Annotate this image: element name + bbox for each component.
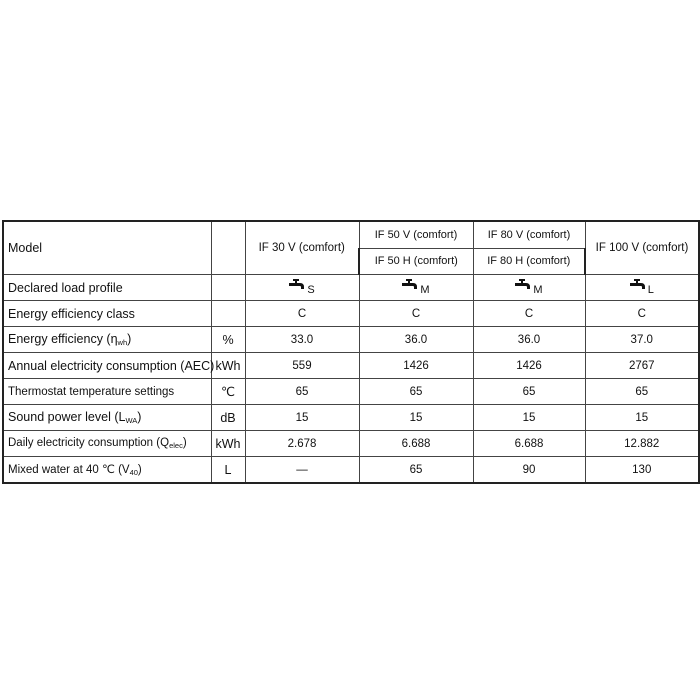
mixed-water-value: 130 — [585, 457, 699, 484]
load-profile-size: L — [647, 284, 654, 297]
load-profile-cell — [359, 275, 473, 301]
efficiency-class-value: C — [245, 301, 359, 327]
model-if50v: IF 50 V (comfort) — [359, 221, 473, 248]
aec-unit: kWh — [211, 353, 245, 379]
load-profile-cell — [473, 275, 585, 301]
mixed-water-value: 90 — [473, 457, 585, 484]
mixed-water-label: Mixed water at 40 ℃ $(V_{40})$ — [3, 457, 211, 484]
row-efficiency-class — [3, 301, 699, 327]
mixed-water-value: — — [245, 457, 359, 484]
aec-value: 1426 — [359, 353, 473, 379]
thermostat-value: 65 — [585, 379, 699, 405]
sound-power-value: 15 — [473, 405, 585, 431]
aec-value: 2767 — [585, 353, 699, 379]
model-if30v: IF 30 V (comfort) — [245, 221, 359, 275]
row-energy-efficiency — [3, 327, 699, 353]
energy-efficiency-value: 33.0 — [245, 327, 359, 353]
row-thermostat — [3, 379, 699, 405]
thermostat-label: Thermostat temperature settings — [3, 379, 211, 405]
load-profile-label: Declared load profile — [3, 275, 211, 301]
sound-power-label: Sound power level $(L_{WA})$ — [3, 405, 211, 431]
thermostat-value: 65 — [473, 379, 585, 405]
energy-efficiency-unit: % — [211, 327, 245, 353]
model-if50h: IF 50 H (comfort) — [359, 248, 473, 275]
daily-consumption-value: 12.882 — [585, 431, 699, 457]
mixed-water-value: 65 — [359, 457, 473, 484]
sound-power-value: 15 — [245, 405, 359, 431]
efficiency-class-value: C — [359, 301, 473, 327]
sound-power-value: 15 — [359, 405, 473, 431]
aec-value: 1426 — [473, 353, 585, 379]
daily-consumption-value: 2.678 — [245, 431, 359, 457]
spec-table-container — [2, 220, 698, 484]
sound-power-unit: dB — [211, 405, 245, 431]
load-profile-size: M — [533, 284, 543, 297]
tap-icon — [402, 279, 418, 294]
daily-consumption-value: 6.688 — [473, 431, 585, 457]
row-sound-power — [3, 405, 699, 431]
thermostat-value: 65 — [359, 379, 473, 405]
aec-label: Annual electricity consumption (AEC) — [3, 353, 211, 379]
row-daily-consumption — [3, 431, 699, 457]
energy-efficiency-value: 37.0 — [585, 327, 699, 353]
efficiency-class-value: C — [473, 301, 585, 327]
mixed-water-unit: L — [211, 457, 245, 484]
daily-consumption-label: Daily electricity consumption $(Q_{elec})$ — [3, 431, 211, 457]
model-label: Model — [3, 221, 211, 275]
tap-icon — [289, 279, 305, 294]
aec-value: 559 — [245, 353, 359, 379]
row-load-profile — [3, 275, 699, 301]
thermostat-unit: ℃ — [211, 379, 245, 405]
daily-consumption-value: 6.688 — [359, 431, 473, 457]
specification-table — [2, 220, 700, 484]
model-if100v: IF 100 V (comfort) — [585, 221, 699, 275]
thermostat-value: 65 — [245, 379, 359, 405]
efficiency-class-value: C — [585, 301, 699, 327]
energy-efficiency-value: 36.0 — [359, 327, 473, 353]
header-unit-cell — [211, 221, 245, 275]
load-profile-unit — [211, 275, 245, 301]
row-mixed-water — [3, 457, 699, 484]
model-if80h: IF 80 H (comfort) — [473, 248, 585, 275]
load-profile-cell — [245, 275, 359, 301]
tap-icon — [515, 279, 531, 294]
energy-efficiency-value: 36.0 — [473, 327, 585, 353]
energy-efficiency-label: Energy efficiency $(\eta_{wh})$ — [3, 327, 211, 353]
tap-icon — [630, 279, 646, 294]
model-if80v: IF 80 V (comfort) — [473, 221, 585, 248]
load-profile-size: M — [420, 284, 430, 297]
daily-consumption-unit: kWh — [211, 431, 245, 457]
sound-power-value: 15 — [585, 405, 699, 431]
load-profile-cell — [585, 275, 699, 301]
efficiency-class-unit — [211, 301, 245, 327]
load-profile-size: S — [307, 284, 315, 297]
header-row-1 — [3, 221, 699, 248]
row-annual-consumption — [3, 353, 699, 379]
efficiency-class-label: Energy efficiency class — [3, 301, 211, 327]
